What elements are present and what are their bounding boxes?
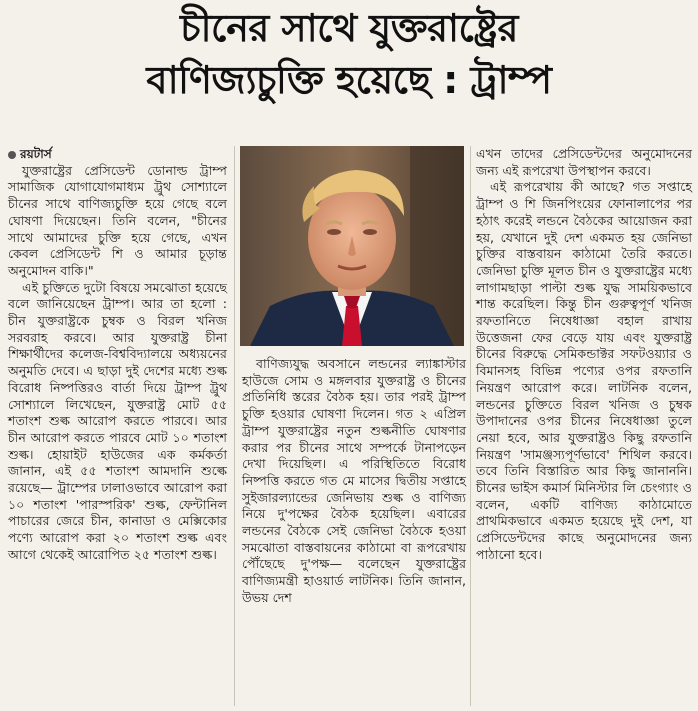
paragraph: এই চুক্তিতে দুটো বিষয়ে সমঝোতা হয়েছে বলে জানিয়েছেন ট্রাম্প। আর তা হলো : চীন যুক্তরাষ্ট্রকে চুম্বক ও বিরল খনিজ সরবরাহ করবে। আর যুক্তরাষ্ট্র চীনা শিক্ষার্থীদের কলেজ-বিশ্ববিদ্যালয়ে অধ্যয়নের অনুমতি দেবে। এ ছাড়া দুই দেশের মধ্যে শুল্ক বিরোধ নিষ্পত্তিরও বার্তা দিয়ে ট্রাম্প ট্রুথ সোশ্যালে লিখেছেন, যুক্তরাষ্ট্র মোট ৫৫ শতাংশ শুল্ক আরোপ করতে পারবে। আর চীন আরোপ করতে পারবে মোট ১০ শতাংশ শুল্ক। হোয়াইট হাউজের এক কর্মকর্তা জানান, এই ৫৫ শতাংশ আমদানি শুল্কে রয়েছে— ট্রাম্পের ঢালাওভাবে আরোপ করা ১০ শতাংশ 'পারস্পরিক' শুল্ক, ফেন্টানিল পাচারের জেরে চীন, কানাডা ও মেক্সিকোর পণ্যে আরোপ করা ২০ শতাংশ শুল্ক এবং আগে থেকেই আরোপিত ২৫ শতাংশ শুল্ক। (8, 279, 227, 562)
column-rule-right (470, 146, 471, 706)
paragraph: বাণিজ্যযুদ্ধ অবসানে লন্ডনের ল্যাঙ্কাস্টার হাউজে সোম ও মঙ্গলবার যুক্তরাষ্ট্র ও চীনের প্রতিনিধি স্তরের বৈঠক হয়। তার পরই ট্রাম্প চুক্তি হওয়ার ঘোষণা দিলেন। গত ২ এপ্রিল ট্রাম্প যুক্তরাষ্ট্রের নতুন শুল্কনীতি ঘোষণার করার পর চীনের সাথে সম্পর্কে টানাপড়েন দেখা দিয়েছিল। এ পরিস্থিতিতে বিরোধ নিষ্পত্তি করতে গত মে মাসের দ্বিতীয় সপ্তাহে সুইজারল্যান্ডের জেনিভায় শুল্ক ও বাণিজ্য নিয়ে দু'পক্ষের বৈঠক হয়েছিল। এবারের লন্ডনের বৈঠকে সেই জেনিভা বৈঠকে হওয়া সমঝোতা বাস্তবায়নের কাঠামো বা রূপরেখায় পৌঁছেছে দু'পক্ষ— বলেছেন যুক্তরাষ্ট্রের বাণিজ্যমন্ত্রী হাওয়ার্ড লাটনিক। তিনি জানান, উভয় দেশ (242, 356, 466, 605)
paragraph: এখন তাদের প্রেসিডেন্টদের অনুমোদনের জন্য এই রূপরেখা উপস্থাপন করবে। (476, 146, 692, 178)
paragraph: এই রূপরেখায় কী আছে? গত সপ্তাহে ট্রাম্প ও শি জিনপিংয়ের ফোনালাপের পর হঠাৎ করেই লন্ডনে বৈঠকের আয়োজন করা হয়, যেখানে দুই দেশ একমত হয় জেনিভা চুক্তির বাস্তবায়ন কাঠামো তৈরি করতে। জেনিভা চুক্তি মূলত চীন ও যুক্তরাষ্ট্রের মধ্যে লাগামছাড়া পাল্টা শুল্ক যুদ্ধ সাময়িকভাবে শান্ত করেছিল। কিন্তু চীন গুরুত্বপূর্ণ খনিজ রফতানিতে নিষেধাজ্ঞা বহাল রাখায় উত্তেজনা ফের বেড়ে যায় এবং যুক্তরাষ্ট্র চীনের বিরুদ্ধে সেমিকন্ডাক্টর সফটওয়্যার ও বিমানসহ বিভিন্ন পণ্যের ওপর রফতানি নিয়ন্ত্রণ আরোপ করে। লাটনিক বলেন, লন্ডনের চুক্তিতে বিরল খনিজ ও চুম্বক উপাদানের ওপর চীনের নিষেধাজ্ঞা তুলে নেয়া হবে, আর যুক্তরাষ্ট্রও কিছু রফতানি নিয়ন্ত্রণ 'সামঞ্জস্যপূর্ণভাবে' শিথিল করবে। তবে তিনি বিস্তারিত আর কিছু জানাননি। চীনের ভাইস কমার্স মিনিস্টার লি চেংগ্যাং ও বলেন, একটি বাণিজ্য কাঠামোতে প্রাথমিকভাবে একমত হয়েছে দুই দেশ, যা প্রেসিডেন্টদের কাছে অনুমোদনের জন্য পাঠানো হবে। (476, 179, 692, 562)
portrait-illustration (240, 146, 464, 346)
article-column-2 (242, 356, 466, 607)
source-label: রয়টার্স (20, 147, 52, 161)
article-column-1 (8, 146, 227, 564)
article-column-3 (476, 146, 692, 564)
paragraph: যুক্তরাষ্ট্রের প্রেসিডেন্ট ডোনাল্ড ট্রাম্প সামাজিক যোগাযোগমাধ্যম ট্রুথ সোশ্যালে চীনের সাথে বাণিজ্যচুক্তি হয়ে গেছে বলে ঘোষণা দিয়েছেন। তিনি বলেন, "চীনের সাথে আমাদের চুক্তি হয়ে গেছে, এখন কেবল প্রেসিডেন্ট শি ও আমার চূড়ান্ত অনুমোদন বাকি।" (8, 162, 227, 278)
headline-line-1: চীনের সাথে যুক্তরাষ্ট্রের (180, 6, 518, 50)
bullet-icon (8, 151, 16, 159)
headline (0, 2, 698, 106)
column-rule-left (234, 146, 235, 706)
portrait-photo (240, 146, 464, 346)
source-line (8, 146, 227, 163)
headline-line-2: বাণিজ্যচুক্তি হয়েছে : ট্রাম্প (146, 58, 552, 102)
